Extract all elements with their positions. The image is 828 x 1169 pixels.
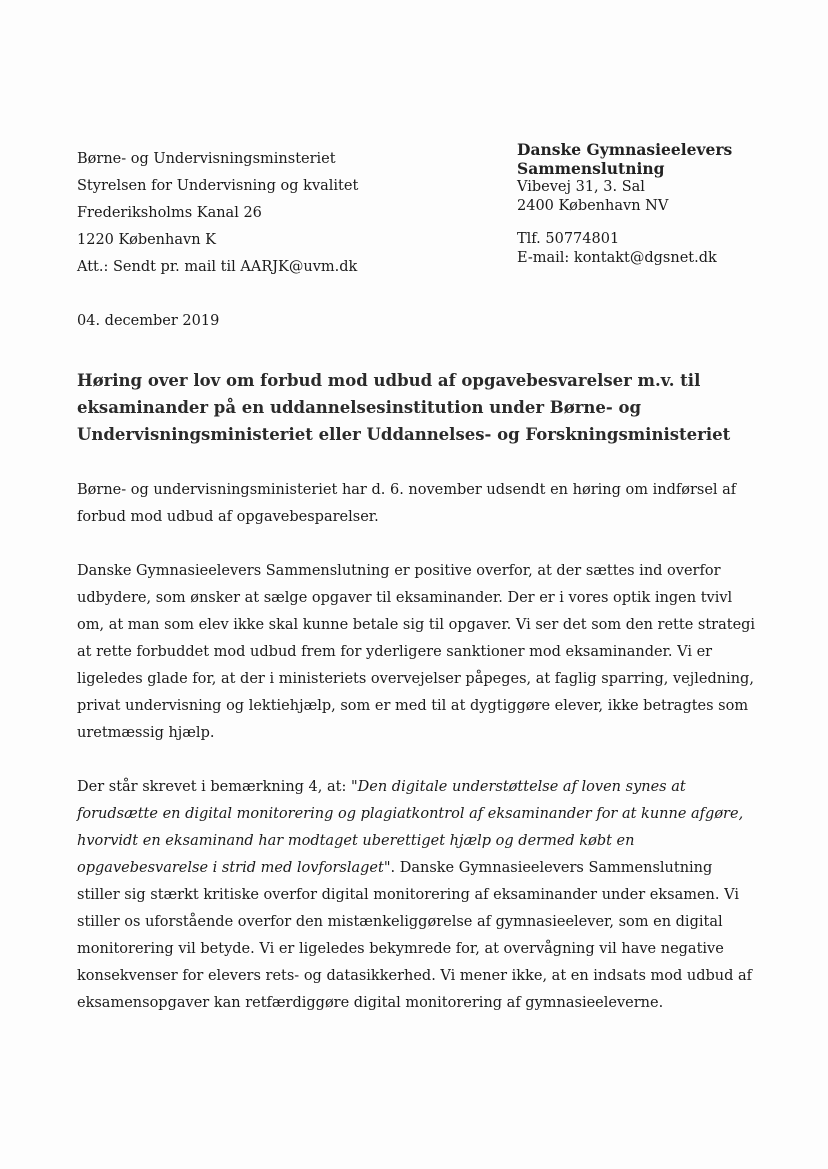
sender-org-name: Danske Gymnasieelevers [517,140,733,159]
letter-title: Høring over lov om forbud mod udbud af opgavebesvarelser m.v. til eksaminander på en uddannelsesinstitution under Børne- og Undervisningsministeriet eller Uddannelses- og Forskningsministeriet [77,371,731,444]
sender-email: E-mail: kontakt@dgsnet.dk [517,250,717,266]
recipient-line: Frederiksholms Kanal 26 [77,205,262,221]
spacer [517,216,732,230]
recipient-line: 1220 København K [77,232,216,248]
paragraph-rest: . Danske Gymnasieelevers Sammenslutning stiller sig stærkt kritiske overfor digital monitorering af eksaminander under eksamen. Vi stiller os uforstående overfor den mistænkeliggørelse af gymnasieelever, som en digital monitorering vil betyde. Vi er ligeledes bekymrede for, at overvågning vil have negative konsekvenser for elevers rets- og datasikkerhed. Vi mener ikke, at en indsats mod udbud af eksamensopgaver kan retfærdiggøre digital monitorering af gymnasieeleverne. [77,860,753,1011]
letter-body [77,477,757,1044]
sender-org-name: Sammenslutning [517,159,665,178]
recipient-line: Styrelsen for Undervisning og kvalitet [77,178,359,194]
sender-address [517,140,732,268]
letter-date: 04. december 2019 [77,313,220,329]
sender-address-line: 2400 København NV [517,198,669,214]
body-paragraph [77,774,757,1017]
sender-phone: Tlf. 50774801 [517,231,620,247]
body-paragraph: Danske Gymnasieelevers Sammenslutning er positive overfor, at der sættes ind overfor udbydere, som ønsker at sælge opgaver til eksaminander. Der er i vores optik ingen tvivl om, at man som elev ikke skal kunne betale sig til opgaver. Vi ser det som den rette strategi at rette forbuddet mod udbud frem for yderligere sanktioner mod eksaminander. Vi er ligeledes glade for, at der i ministeriets overvejelser påpeges, at faglig sparring, vejledning, privat undervisning og lektiehjælp, som er med til at dygtiggøre elever, ikke betragtes som uretmæssig hjælp. [77,563,756,741]
sender-address-line: Vibevej 31, 3. Sal [517,179,645,195]
recipient-address [77,146,358,281]
recipient-line: Børne- og Undervisningsminsteriet [77,151,336,167]
recipient-line: Att.: Sendt pr. mail til AARJK@uvm.dk [77,259,358,275]
body-paragraph: Børne- og undervisningsministeriet har d. 6. november udsendt en høring om indførsel af forbud mod udbud af opgavebesparelser. [77,482,737,525]
quoted-remark: "Den digitale understøttelse af loven synes at forudsætte en digital monitorering og plagiatkontrol af eksaminander for at kunne afgøre, hvorvidt en eksaminand har modtaget uberettiget hjælp og dermed købt en opgavebesvarelse i strid med lovforslaget" [77,779,744,876]
paragraph-intro: Der står skrevet i bemærkning 4, at: [77,779,351,795]
